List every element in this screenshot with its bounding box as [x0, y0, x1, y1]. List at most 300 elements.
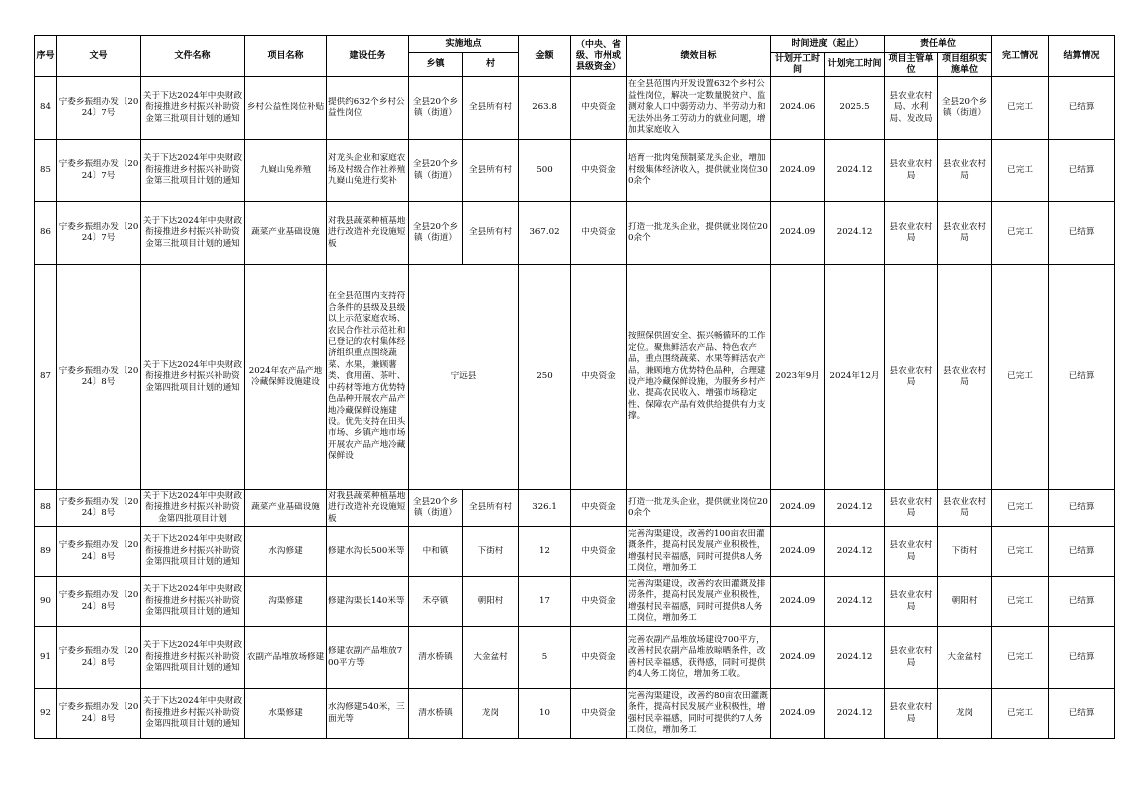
- amount-cell-text: 326.1: [532, 502, 557, 513]
- doc-no-cell-text: 宁委乡振组办发〔2024〕8号: [58, 365, 139, 387]
- doc-no-cell-text: 宁委乡振组办发〔2024〕7号: [58, 159, 139, 181]
- seq-cell-text: 92: [40, 707, 51, 718]
- header-schedule: 时间进度（起止）: [771, 36, 885, 53]
- village-cell: [463, 140, 519, 202]
- goal-cell: [627, 202, 771, 265]
- town-cell-text: 宁远县: [450, 371, 477, 382]
- task-cell-text: 对龙头企业和家庭农场及村级合作社养殖九嶷山兔进行奖补: [328, 153, 406, 187]
- end-cell-text: 2024.12: [836, 227, 873, 238]
- doc-name-cell-text: 关于下达2024年中央财政衔接推进乡村振兴补助资金第四批项目计划的通知: [142, 534, 243, 568]
- fund-cell: [571, 577, 627, 627]
- completion-cell-text: 已完工: [1007, 164, 1033, 175]
- doc-no-cell-text: 宁委乡振组办发〔2024〕8号: [58, 496, 139, 518]
- start-cell: [771, 490, 825, 527]
- town-cell-text: 全县20个乡镇（街道）: [412, 221, 459, 243]
- project-cell-text: 蔬菜产业基础设施: [251, 227, 320, 238]
- amount-cell: [519, 627, 571, 689]
- settlement-cell: [1049, 202, 1115, 265]
- goal-cell-text: 完善沟渠建设，改善约100亩农田灌溉条件，提高村民发展产业积极性，增强村民幸福感，同时可提供8人务工岗位，增加务工: [628, 528, 766, 573]
- amount-cell: [519, 202, 571, 265]
- supervisor-cell: [885, 527, 938, 577]
- end-cell-text: 2024.12: [836, 651, 873, 662]
- amount-cell-text: 263.8: [532, 102, 557, 113]
- doc-name-cell-text: 关于下达2024年中央财政衔接推进乡村振兴补助资金第三批项目计划的通知: [142, 90, 243, 124]
- implementer-cell-text: 县农业农村局: [943, 159, 987, 181]
- goal-cell: [627, 77, 771, 140]
- header-responsible: 责任单位: [885, 36, 992, 53]
- implementer-cell: [938, 265, 992, 490]
- doc-no-cell: [57, 265, 141, 490]
- settlement-cell-text: 已结算: [1068, 502, 1095, 513]
- supervisor-cell-text: 县农业农村局: [889, 221, 933, 243]
- implementer-cell-text: 县农业农村局: [943, 221, 987, 243]
- table-row: [35, 627, 1115, 689]
- village-cell: [463, 577, 519, 627]
- fund-cell-text: 中央资金: [581, 502, 616, 513]
- doc-name-cell: [141, 689, 245, 739]
- end-cell-text: 2024.12: [836, 502, 873, 513]
- village-cell: [463, 689, 519, 739]
- seq-cell-text: 91: [40, 651, 51, 662]
- implementer-cell-text: 县农业农村局: [943, 365, 987, 387]
- header-location: 实施地点: [409, 36, 519, 53]
- table-row: [35, 689, 1115, 739]
- header-doc-no: 文号: [57, 36, 141, 77]
- task-cell-text: 在全县范围内支持符合条件的县级及县级以上示范家庭农场、农民合作社示范社和已登记的农村集体经济组织重点围绕蔬菜、水果，兼顾薯类、食用菌、茶叶、中药材等地方优势特色品种开展农产品产地冷藏保鲜设施建设。优先支持在田头市场、乡镇产地市场开展农产品产地冷藏保鲜设: [328, 291, 406, 462]
- doc-name-cell-text: 关于下达2024年中央财政衔接推进乡村振兴补助资金第四批项目计划的通知: [142, 640, 243, 674]
- supervisor-cell-text: 县农业农村局: [889, 496, 933, 518]
- goal-cell: [627, 689, 771, 739]
- task-cell-text: 修建沟渠长140米等: [328, 595, 405, 606]
- settlement-cell: [1049, 490, 1115, 527]
- implementer-cell: [938, 627, 992, 689]
- doc-name-cell: [141, 265, 245, 490]
- start-cell: [771, 689, 825, 739]
- goal-cell-text: 打造一批龙头企业，提供就业岗位200余个: [628, 496, 768, 518]
- header-village: 村: [463, 53, 519, 77]
- task-cell: [327, 490, 409, 527]
- amount-cell-text: 5: [541, 651, 548, 662]
- doc-no-cell-text: 宁委乡振组办发〔2024〕8号: [58, 646, 139, 668]
- goal-cell: [627, 490, 771, 527]
- doc-no-cell: [57, 577, 141, 627]
- doc-no-cell-text: 宁委乡振组办发〔2024〕8号: [58, 590, 139, 612]
- completion-cell: [992, 627, 1049, 689]
- doc-name-cell: [141, 140, 245, 202]
- amount-cell: [519, 490, 571, 527]
- header-start: 计划开工时间: [771, 53, 825, 77]
- completion-cell-text: 已完工: [1007, 545, 1033, 556]
- town-cell-text: 中和镇: [422, 545, 449, 556]
- project-cell: [245, 265, 327, 490]
- doc-name-cell: [141, 577, 245, 627]
- task-cell-text: 提供约632个乡村公益性岗位: [328, 96, 405, 118]
- doc-no-cell-text: 宁委乡振组办发〔2024〕7号: [58, 96, 139, 118]
- completion-cell: [992, 490, 1049, 527]
- project-cell: [245, 577, 327, 627]
- completion-cell-text: 已完工: [1007, 651, 1033, 662]
- project-cell: [245, 140, 327, 202]
- task-cell: [327, 577, 409, 627]
- village-cell-text: 全县所有村: [469, 102, 512, 113]
- implementer-cell-text: 全县20个乡镇（街道）: [941, 96, 988, 118]
- town-cell: [409, 265, 519, 490]
- implementer-cell: [938, 577, 992, 627]
- header-implementer: 项目组织实施单位: [938, 53, 992, 77]
- end-cell: [825, 527, 885, 577]
- town-cell: [409, 140, 463, 202]
- task-cell: [327, 140, 409, 202]
- header-amount: 金额: [519, 36, 571, 77]
- village-cell: [463, 490, 519, 527]
- project-cell-text: 乡村公益性岗位补贴: [246, 102, 325, 113]
- town-cell-text: 全县20个乡镇（街道）: [412, 96, 459, 118]
- implementer-cell-text: 朝阳村: [951, 595, 978, 606]
- table-row: [35, 77, 1115, 140]
- settlement-cell: [1049, 577, 1115, 627]
- village-cell-text: 朝阳村: [477, 595, 504, 606]
- completion-cell-text: 已完工: [1007, 102, 1033, 113]
- implementer-cell-text: 县农业农村局: [943, 496, 987, 518]
- supervisor-cell: [885, 689, 938, 739]
- task-cell-text: 水沟修建540米，三面光等: [328, 702, 405, 724]
- task-cell-text: 修建农副产品堆放700平方等: [328, 646, 403, 668]
- seq-cell: [35, 577, 57, 627]
- start-cell: [771, 627, 825, 689]
- village-cell: [463, 627, 519, 689]
- project-cell-text: 农副产品堆放场修建: [246, 651, 325, 662]
- amount-cell: [519, 77, 571, 140]
- town-cell-text: 禾亭镇: [422, 595, 449, 606]
- end-cell-text: 2025.5: [839, 102, 870, 113]
- seq-cell: [35, 527, 57, 577]
- table-row: [35, 202, 1115, 265]
- project-cell-text: 蔬菜产业基础设施: [251, 502, 320, 513]
- fund-cell-text: 中央资金: [581, 707, 616, 718]
- amount-cell: [519, 140, 571, 202]
- project-cell-text: 水沟修建: [268, 545, 303, 556]
- end-cell: [825, 265, 885, 490]
- supervisor-cell-text: 县农业农村局: [889, 365, 933, 387]
- implementer-cell: [938, 490, 992, 527]
- doc-no-cell: [57, 490, 141, 527]
- goal-cell-text: 完善沟渠建设，改善约农田灌溉及排涝条件，提高村民发展产业积极性，增强村民幸福感，同时可提供8人务工岗位，增加务工: [628, 578, 766, 623]
- implementer-cell: [938, 689, 992, 739]
- doc-name-cell-text: 关于下达2024年中央财政衔接推进乡村振兴补助资金第四批项目计划的通知: [142, 359, 243, 393]
- supervisor-cell-text: 县农业农村局: [889, 646, 933, 668]
- doc-no-cell-text: 宁委乡振组办发〔2024〕8号: [58, 540, 139, 562]
- supervisor-cell: [885, 627, 938, 689]
- settlement-cell-text: 已结算: [1068, 707, 1095, 718]
- completion-cell: [992, 689, 1049, 739]
- goal-cell-text: 在全县范围内开发设置632个乡村公益性岗位，解决一定数量脱贫户、监测对象人口中弱劳动力、半劳动力和无法外出务工劳动力的就业问题，增加其家庭收入: [628, 79, 766, 136]
- goal-cell-text: 完善农副产品堆放场建设700平方，改善村民农副产品堆放晾晒条件，改善村民幸福感，获得感，同时可提供约4人务工岗位，增加务工收。: [628, 634, 766, 679]
- end-cell: [825, 627, 885, 689]
- settlement-cell: [1049, 527, 1115, 577]
- end-cell: [825, 77, 885, 140]
- supervisor-cell-text: 县农业农村局: [889, 702, 933, 724]
- end-cell-text: 2024.12: [836, 707, 873, 718]
- doc-no-cell: [57, 202, 141, 265]
- project-cell: [245, 527, 327, 577]
- start-cell: [771, 202, 825, 265]
- amount-cell: [519, 265, 571, 490]
- header-seq: 序号: [35, 36, 57, 77]
- town-cell-text: 清水桥镇: [418, 651, 453, 662]
- goal-cell: [627, 265, 771, 490]
- fund-cell: [571, 265, 627, 490]
- seq-cell: [35, 202, 57, 265]
- amount-cell-text: 12: [539, 545, 550, 556]
- fund-cell-text: 中央资金: [581, 371, 616, 382]
- settlement-cell-text: 已结算: [1068, 371, 1095, 382]
- settlement-cell-text: 已结算: [1068, 164, 1095, 175]
- village-cell-text: 下街村: [477, 545, 504, 556]
- supervisor-cell: [885, 140, 938, 202]
- amount-cell-text: 500: [536, 164, 553, 175]
- header-goal: 绩效目标: [627, 36, 771, 77]
- settlement-cell: [1049, 627, 1115, 689]
- seq-cell: [35, 77, 57, 140]
- seq-cell: [35, 265, 57, 490]
- supervisor-cell-text: 县农业农村局: [889, 590, 933, 612]
- start-cell-text: 2024.09: [779, 164, 816, 175]
- supervisor-cell: [885, 265, 938, 490]
- fund-cell-text: 中央资金: [581, 102, 616, 113]
- fund-cell-text: 中央资金: [581, 164, 616, 175]
- header-end: 计划完工时间: [825, 53, 885, 77]
- seq-cell: [35, 490, 57, 527]
- end-cell-text: 2024.12: [836, 595, 873, 606]
- town-cell-text: 清水桥镇: [418, 707, 453, 718]
- fund-cell: [571, 77, 627, 140]
- village-cell: [463, 202, 519, 265]
- settlement-cell-text: 已结算: [1068, 227, 1095, 238]
- fund-cell-text: 中央资金: [581, 595, 616, 606]
- seq-cell-text: 88: [40, 502, 51, 513]
- completion-cell-text: 已完工: [1007, 595, 1033, 606]
- village-cell-text: 全县所有村: [469, 227, 512, 238]
- amount-cell-text: 367.02: [529, 227, 560, 238]
- task-cell-text: 修建水沟长500米等: [328, 545, 405, 556]
- doc-name-cell-text: 关于下达2024年中央财政衔接推进乡村振兴补助资金第四批项目计划的通知: [142, 584, 243, 618]
- task-cell: [327, 689, 409, 739]
- town-cell-text: 全县20个乡镇（街道）: [412, 159, 459, 181]
- amount-cell: [519, 577, 571, 627]
- settlement-cell: [1049, 265, 1115, 490]
- amount-cell-text: 10: [539, 707, 550, 718]
- start-cell: [771, 140, 825, 202]
- doc-name-cell: [141, 527, 245, 577]
- task-cell: [327, 265, 409, 490]
- start-cell: [771, 265, 825, 490]
- table-row: [35, 140, 1115, 202]
- supervisor-cell-text: 县农业农村局: [889, 540, 933, 562]
- doc-no-cell: [57, 140, 141, 202]
- completion-cell: [992, 140, 1049, 202]
- end-cell: [825, 577, 885, 627]
- supervisor-cell: [885, 577, 938, 627]
- settlement-cell: [1049, 77, 1115, 140]
- town-cell: [409, 527, 463, 577]
- fund-cell: [571, 689, 627, 739]
- goal-cell-text: 打造一批龙头企业，提供就业岗位200余个: [628, 221, 768, 243]
- goal-cell: [627, 627, 771, 689]
- town-cell: [409, 77, 463, 140]
- goal-cell: [627, 140, 771, 202]
- village-cell: [463, 527, 519, 577]
- completion-cell: [992, 77, 1049, 140]
- village-cell: [463, 77, 519, 140]
- settlement-cell-text: 已结算: [1068, 595, 1095, 606]
- end-cell: [825, 140, 885, 202]
- supervisor-cell-text: 县农业农村局: [889, 159, 933, 181]
- task-cell: [327, 527, 409, 577]
- task-cell: [327, 202, 409, 265]
- supervisor-cell: [885, 202, 938, 265]
- start-cell-text: 2024.06: [779, 102, 816, 113]
- table-row: [35, 527, 1115, 577]
- fund-cell: [571, 527, 627, 577]
- doc-name-cell: [141, 627, 245, 689]
- project-cell-text: 九嶷山兔养殖: [259, 164, 312, 175]
- town-cell: [409, 627, 463, 689]
- settlement-cell-text: 已结算: [1068, 651, 1095, 662]
- seq-cell-text: 85: [40, 164, 51, 175]
- completion-cell-text: 已完工: [1007, 371, 1033, 382]
- village-cell-text: 全县所有村: [469, 502, 512, 513]
- seq-cell-text: 86: [40, 227, 51, 238]
- fund-cell: [571, 202, 627, 265]
- start-cell-text: 2024.09: [779, 502, 816, 513]
- start-cell-text: 2024.09: [779, 545, 816, 556]
- fund-cell: [571, 490, 627, 527]
- settlement-cell: [1049, 689, 1115, 739]
- goal-cell: [627, 527, 771, 577]
- header-doc-name: 文件名称: [141, 36, 245, 77]
- task-cell-text: 对我县蔬菜种植基地进行改造补充设施短板: [328, 490, 406, 524]
- task-cell-text: 对我县蔬菜种植基地进行改造补充设施短板: [328, 215, 406, 249]
- implementer-cell: [938, 140, 992, 202]
- fund-cell-text: 中央资金: [581, 651, 616, 662]
- start-cell-text: 2024.09: [779, 651, 816, 662]
- start-cell-text: 2023年9月: [775, 371, 820, 382]
- completion-cell-text: 已完工: [1007, 227, 1033, 238]
- seq-cell-text: 87: [40, 371, 51, 382]
- start-cell: [771, 77, 825, 140]
- doc-name-cell-text: 关于下达2024年中央财政衔接推进乡村振兴补助资金第四批项目计划的通知: [142, 696, 243, 730]
- start-cell-text: 2024.09: [779, 227, 816, 238]
- town-cell: [409, 577, 463, 627]
- fund-cell: [571, 627, 627, 689]
- table-row: [35, 577, 1115, 627]
- doc-name-cell: [141, 490, 245, 527]
- end-cell-text: 2024.12: [836, 545, 873, 556]
- seq-cell: [35, 140, 57, 202]
- fund-cell-text: 中央资金: [581, 227, 616, 238]
- end-cell: [825, 689, 885, 739]
- project-cell: [245, 202, 327, 265]
- seq-cell-text: 90: [40, 595, 51, 606]
- implementer-cell: [938, 527, 992, 577]
- doc-no-cell: [57, 527, 141, 577]
- completion-cell: [992, 202, 1049, 265]
- fund-cell-text: 中央资金: [581, 545, 616, 556]
- settlement-cell-text: 已结算: [1068, 102, 1095, 113]
- village-cell-text: 全县所有村: [469, 164, 512, 175]
- town-cell-text: 全县20个乡镇（街道）: [412, 496, 459, 518]
- end-cell: [825, 490, 885, 527]
- task-cell: [327, 627, 409, 689]
- start-cell: [771, 577, 825, 627]
- start-cell-text: 2024.09: [779, 707, 816, 718]
- implementer-cell: [938, 77, 992, 140]
- project-cell-text: 2024年农产品产地冷藏保鲜设施建设: [248, 365, 323, 387]
- town-cell: [409, 202, 463, 265]
- goal-cell-text: 按照保供固安全、振兴畅循环的工作定位。聚焦鲜活农产品、特色农产品，重点围绕蔬菜、水果等鲜活农产品，兼顾地方优势特色品种，合理建设产地冷藏保鲜设施，为服务乡村产业、提高农民收入、增强市场稳定性、保障农产品有效供给提供有力支撑。: [628, 331, 766, 422]
- implementer-cell-text: 龙岗: [955, 707, 974, 718]
- completion-cell-text: 已完工: [1007, 502, 1033, 513]
- supervisor-cell: [885, 77, 938, 140]
- doc-name-cell: [141, 77, 245, 140]
- header-supervisor: 项目主管单位: [885, 53, 938, 77]
- fund-cell: [571, 140, 627, 202]
- village-cell-text: 大金盆村: [473, 651, 508, 662]
- doc-no-cell: [57, 689, 141, 739]
- start-cell: [771, 527, 825, 577]
- settlement-cell-text: 已结算: [1068, 545, 1095, 556]
- header-settlement: 结算情况: [1049, 36, 1115, 77]
- header-completion: 完工情况: [992, 36, 1049, 77]
- doc-no-cell-text: 宁委乡振组办发〔2024〕7号: [58, 221, 139, 243]
- seq-cell: [35, 689, 57, 739]
- amount-cell: [519, 527, 571, 577]
- task-cell: [327, 77, 409, 140]
- amount-cell: [519, 689, 571, 739]
- goal-cell-text: 培育一批肉兔预制菜龙头企业，增加村级集体经济收入，提供就业岗位300余个: [628, 153, 768, 187]
- end-cell-text: 2024年12月: [829, 371, 880, 382]
- doc-no-cell: [57, 627, 141, 689]
- project-table: [34, 35, 1115, 739]
- supervisor-cell-text: 县农业农村局、水利局、发改局: [889, 90, 933, 124]
- amount-cell-text: 17: [539, 595, 550, 606]
- settlement-cell: [1049, 140, 1115, 202]
- table-row: [35, 490, 1115, 527]
- town-cell: [409, 490, 463, 527]
- doc-name-cell: [141, 202, 245, 265]
- doc-name-cell-text: 关于下达2024年中央财政衔接推进乡村振兴补助资金第三批项目计划的通知: [142, 153, 243, 187]
- header-task: 建设任务: [327, 36, 409, 77]
- header-town: 乡镇: [409, 53, 463, 77]
- amount-cell-text: 250: [536, 371, 553, 382]
- completion-cell: [992, 527, 1049, 577]
- supervisor-cell: [885, 490, 938, 527]
- project-cell: [245, 689, 327, 739]
- goal-cell-text: 完善沟渠建设，改善约80亩农田灌溉条件，提高村民发展产业积极性，增强村民幸福感，同时可提供约7人务工岗位，增加务工: [628, 690, 768, 735]
- project-cell: [245, 627, 327, 689]
- doc-no-cell: [57, 77, 141, 140]
- project-cell-text: 水渠修建: [268, 707, 303, 718]
- header-fund-level: （中央、省级、市州或县级资金）: [571, 36, 627, 77]
- end-cell: [825, 202, 885, 265]
- completion-cell: [992, 265, 1049, 490]
- seq-cell: [35, 627, 57, 689]
- project-cell-text: 沟渠修建: [268, 595, 303, 606]
- project-cell: [245, 490, 327, 527]
- project-cell: [245, 77, 327, 140]
- implementer-cell-text: 大金盆村: [947, 651, 982, 662]
- seq-cell-text: 84: [40, 102, 51, 113]
